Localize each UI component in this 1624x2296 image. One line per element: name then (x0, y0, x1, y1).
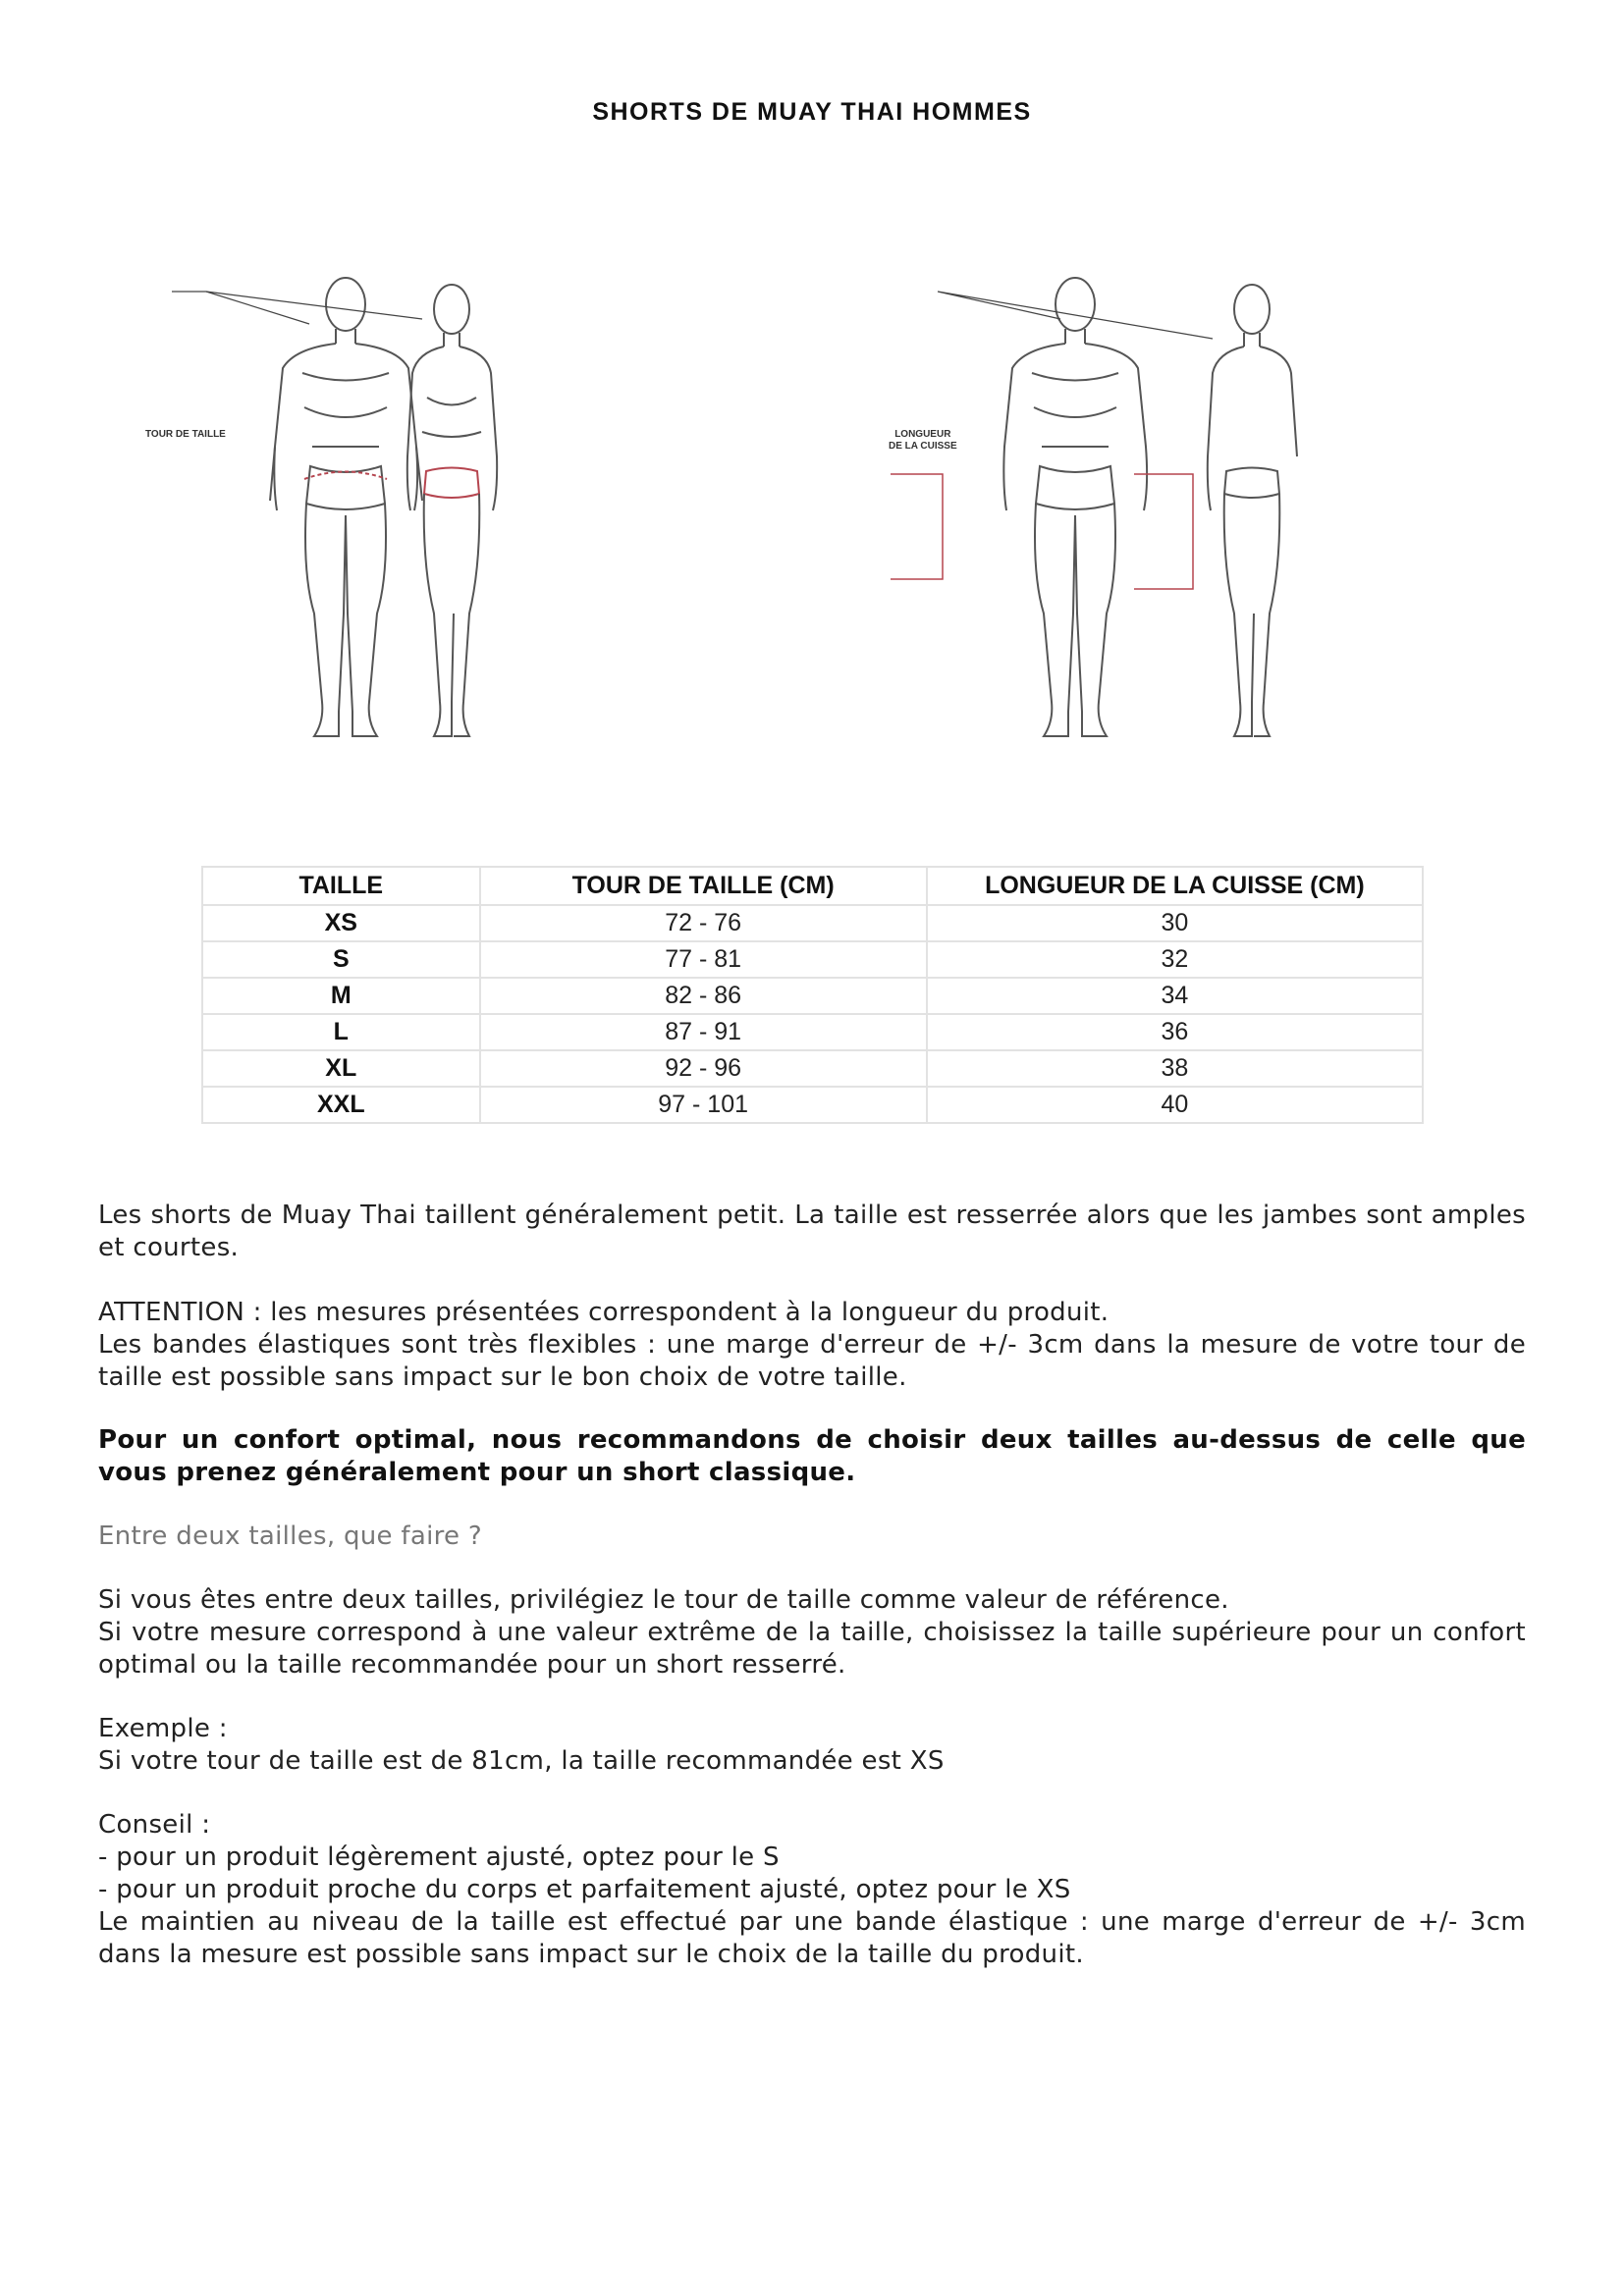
waist-cell: 72 - 76 (480, 905, 927, 941)
thigh-cell: 36 (927, 1014, 1423, 1050)
intro-paragraph: Les shorts de Muay Thai taillent généralement petit. La taille est resserrée alors que les jambes sont amples et courtes. (98, 1201, 1526, 1262)
thigh-cell: 30 (927, 905, 1423, 941)
advice-paragraph: Conseil : - pour un produit légèrement ajusté, optez pour le S - pour un produit proche du corps et parfaitement ajusté, optez pour le XS Le maintien au niveau de la taille est effectué par une bande élastique : une marge d'erreur de +/- 3cm dans la mesure est possible sans impact sur le choix de la taille du produit. (98, 1810, 1526, 1969)
thigh-length-illustration (869, 250, 1321, 761)
male-figure-left (270, 278, 422, 736)
thigh-callout-label: LONGUEUR DE LA CUISSE (889, 429, 957, 452)
size-cell: S (202, 941, 480, 978)
table-row (202, 905, 1423, 941)
between-sizes-heading: Entre deux tailles, que faire ? (98, 1522, 483, 1551)
size-cell: XS (202, 905, 480, 941)
table-row (202, 1050, 1423, 1087)
waist-measure-illustration (128, 250, 628, 761)
size-cell: XL (202, 1050, 480, 1087)
male-figure-right (1003, 278, 1147, 736)
size-chart-table (201, 866, 1424, 1124)
waist-cell: 97 - 101 (480, 1087, 927, 1123)
waist-callout-label: TOUR DE TAILLE (145, 429, 226, 440)
thigh-cell: 34 (927, 978, 1423, 1014)
header-size: TAILLE (202, 867, 480, 905)
waist-cell: 82 - 86 (480, 978, 927, 1014)
table-header-row (202, 867, 1423, 905)
waist-cell: 92 - 96 (480, 1050, 927, 1087)
between-sizes-paragraph: Si vous êtes entre deux tailles, privilégiez le tour de taille comme valeur de référence. Si votre mesure correspond à une valeur extrême de la taille, choisissez la taille supérieure pour un confort optimal ou la taille recommandée pour un short resserré. (98, 1585, 1526, 1680)
page-title: SHORTS DE MUAY THAI HOMMES (592, 98, 1032, 126)
table-row (202, 978, 1423, 1014)
example-paragraph: Exemple : Si votre tour de taille est de 81cm, la taille recommandée est XS (98, 1714, 945, 1776)
size-cell: L (202, 1014, 480, 1050)
recommendation-paragraph: Pour un confort optimal, nous recommandons de choisir deux tailles au-dessus de celle que vous prenez généralement pour un short classique. (98, 1425, 1526, 1487)
thigh-cell: 40 (927, 1087, 1423, 1123)
table-row (202, 941, 1423, 978)
female-figure-right (1208, 285, 1297, 736)
female-figure-left (407, 285, 497, 736)
waist-cell: 77 - 81 (480, 941, 927, 978)
waist-cell: 87 - 91 (480, 1014, 927, 1050)
size-cell: M (202, 978, 480, 1014)
size-cell: XXL (202, 1087, 480, 1123)
table-row (202, 1014, 1423, 1050)
header-thigh: LONGUEUR DE LA CUISSE (CM) (927, 867, 1423, 905)
thigh-cell: 38 (927, 1050, 1423, 1087)
header-waist: TOUR DE TAILLE (CM) (480, 867, 927, 905)
table-row (202, 1087, 1423, 1123)
warning-paragraph: ATTENTION : les mesures présentées correspondent à la longueur du produit. Les bandes élastiques sont très flexibles : une marge d'erreur de +/- 3cm dans la mesure de votre tour de taille est possible sans impact sur le bon choix de votre taille. (98, 1298, 1526, 1392)
thigh-cell: 32 (927, 941, 1423, 978)
